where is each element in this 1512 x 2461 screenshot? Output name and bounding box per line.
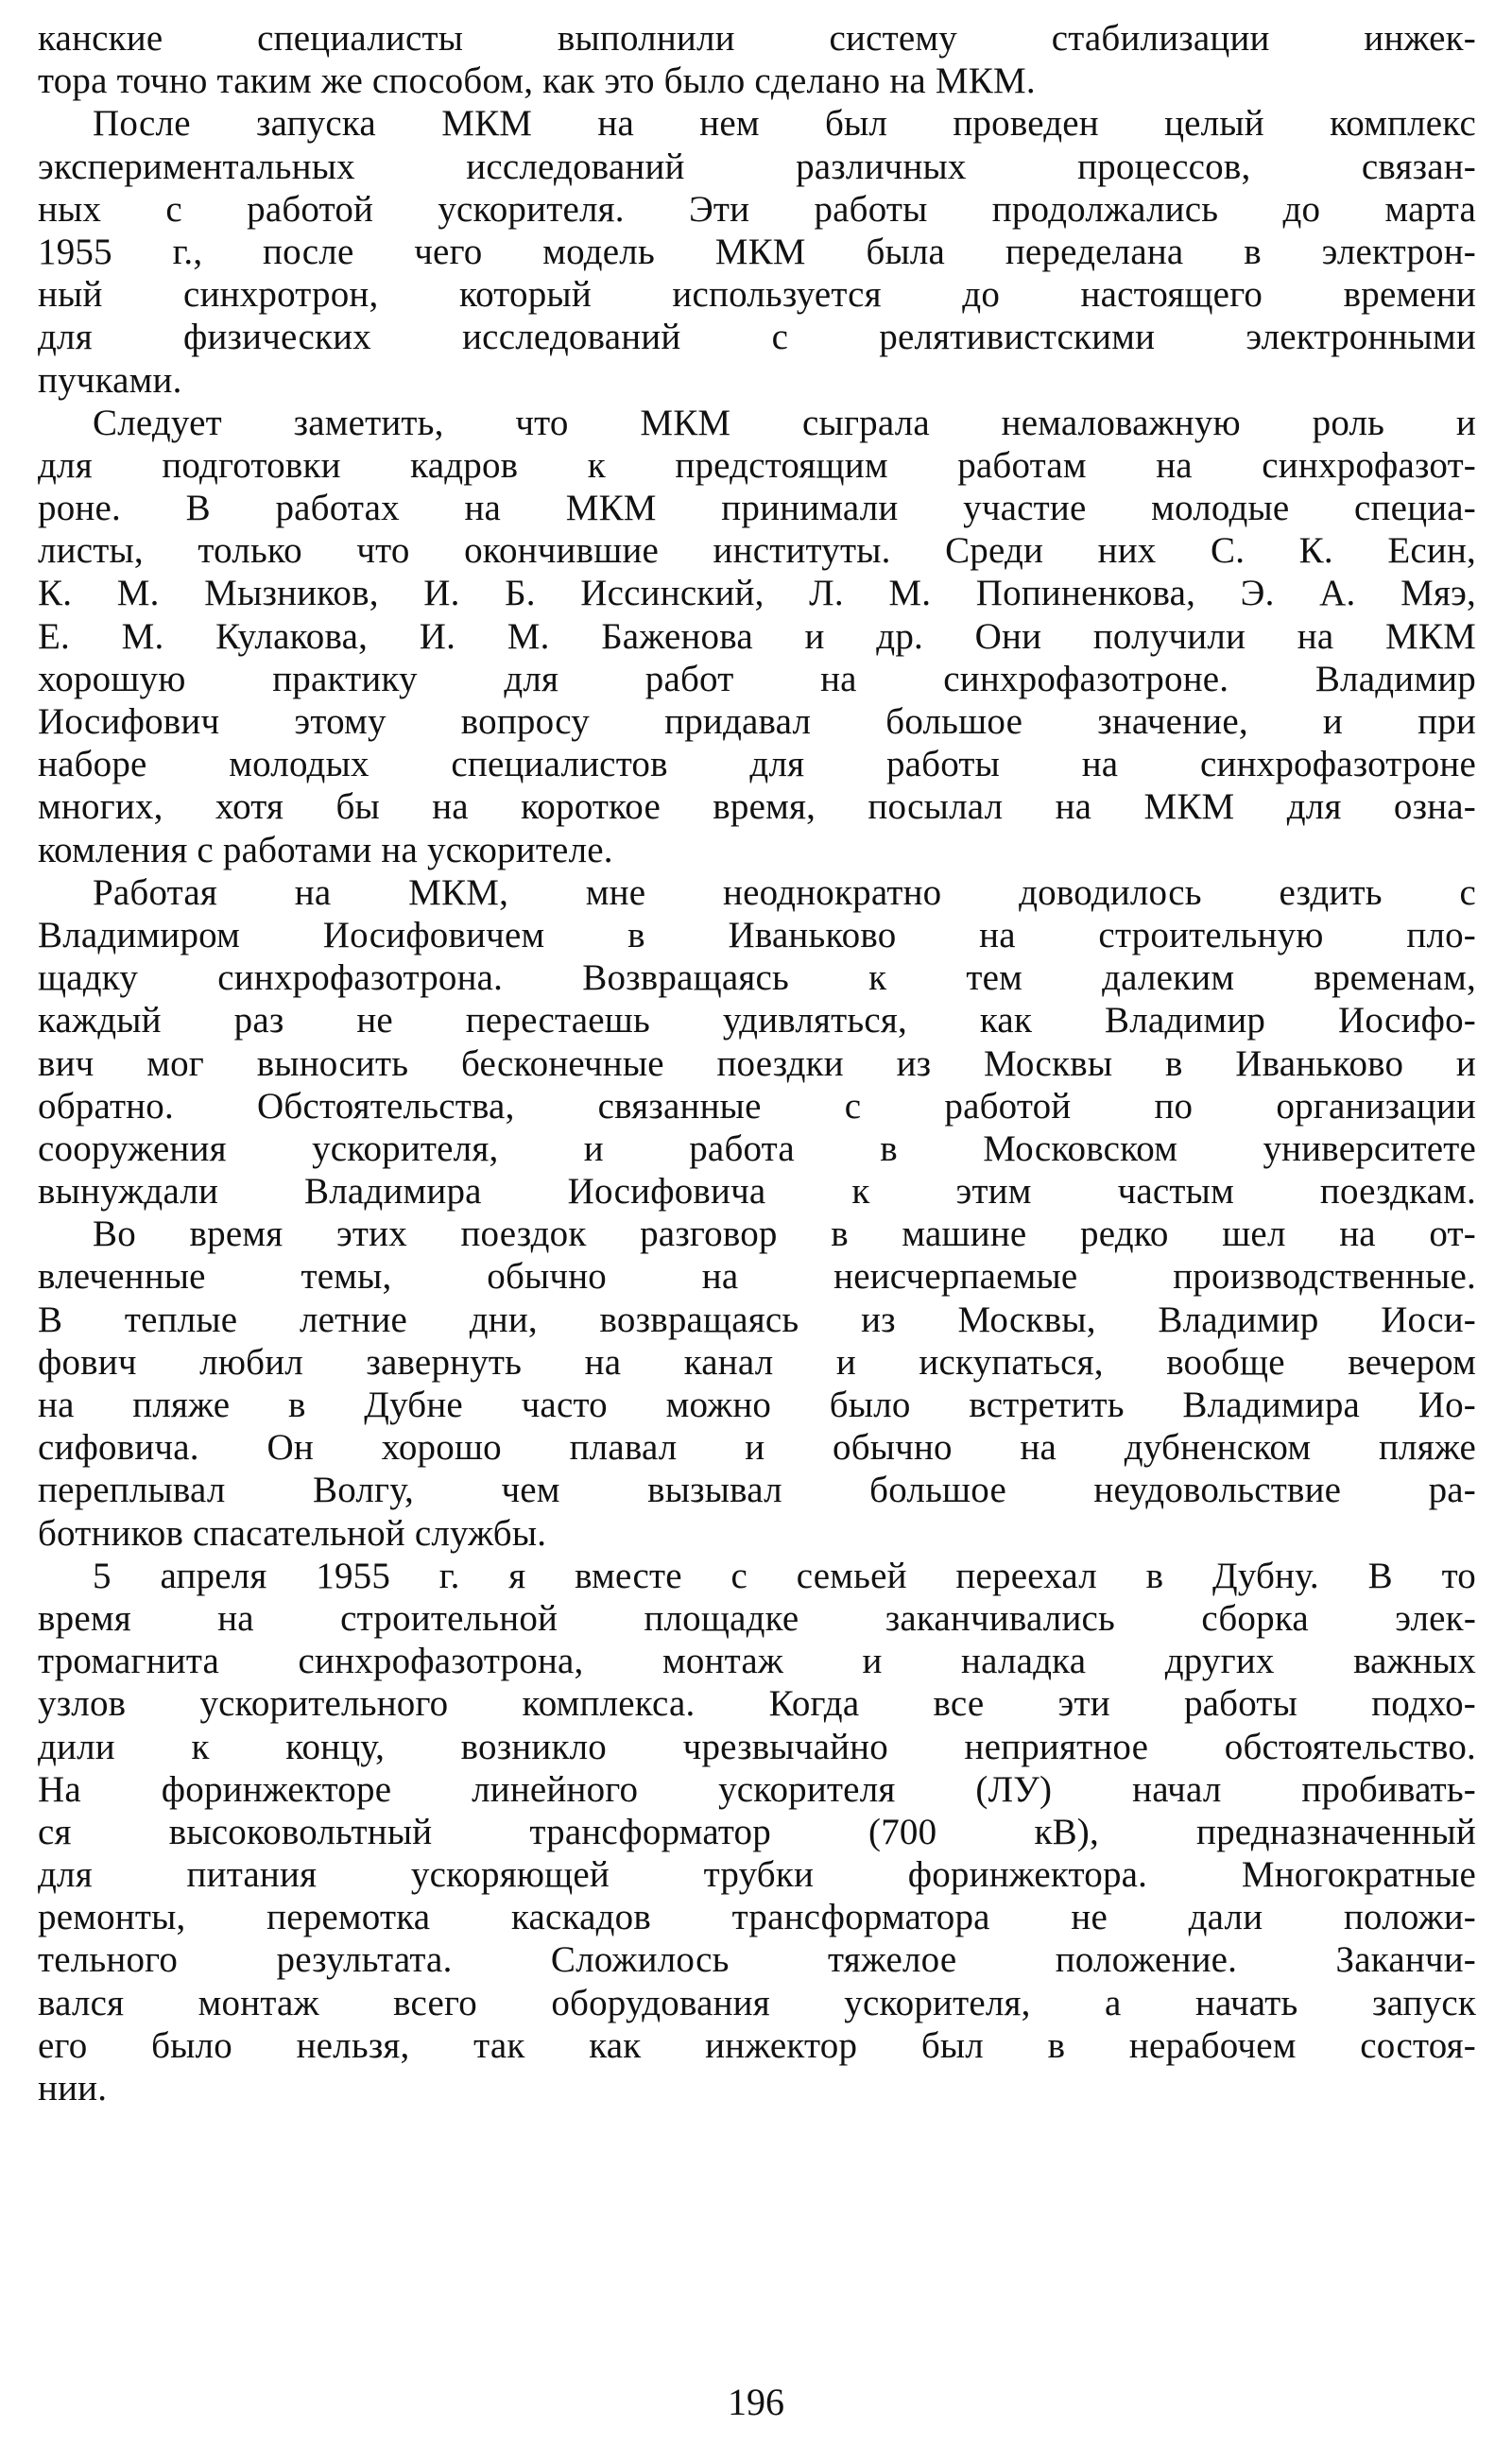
- text-line: хорошую практику для работ на синхрофазотроне. Владимир: [38, 658, 1476, 699]
- text-line: 5 апреля 1955 г. я вместе с семьей переехал в Дубну. В то: [93, 1555, 1476, 1596]
- text-line: Владимиром Иосифовичем в Иваньково на строительную пло-: [38, 914, 1476, 955]
- text-line: каждый раз не перестаешь удивляться, как Владимир Иосифо-: [38, 1000, 1476, 1041]
- page-number: 196: [728, 2381, 784, 2423]
- text-line: экспериментальных исследований различных процессов, связан-: [38, 146, 1476, 187]
- text-line: Следует заметить, что МКМ сыграла немаловажную роль и: [93, 402, 1476, 443]
- text-line: дили к концу, возникло чрезвычайно неприятное обстоятельство.: [38, 1726, 1476, 1767]
- text-line: Во время этих поездок разговор в машине редко шел на от-: [93, 1213, 1476, 1255]
- text-line: тора точно таким же способом, как это было сделано на МКМ.: [38, 60, 1036, 102]
- text-line: вич мог выносить бесконечные поездки из Москвы в Иваньково и: [38, 1042, 1476, 1084]
- text-line: ных с работой ускорителя. Эти работы продолжались до марта: [38, 188, 1476, 230]
- text-line: На форинжекторе линейного ускорителя (ЛУ) начал пробивать-: [38, 1768, 1476, 1810]
- text-line: После запуска МКМ на нем был проведен целый комплекс: [93, 103, 1476, 145]
- text-line: щадку синхрофазотрона. Возвращаясь к тем далеким временам,: [38, 957, 1476, 999]
- text-line: ся высоковольтный трансформатор (700 кВ), предназначенный: [38, 1811, 1476, 1852]
- text-line: вынуждали Владимира Иосифовича к этим частым поездкам.: [38, 1171, 1476, 1213]
- text-line: пучками.: [38, 359, 182, 401]
- text-line: Иосифович этому вопросу придавал большое значение, и при: [38, 701, 1476, 742]
- text-line: для питания ускоряющей трубки форинжектора. Многократные: [38, 1854, 1476, 1896]
- text-line: влеченные темы, обычно на неисчерпаемые производственные.: [38, 1256, 1476, 1298]
- text-line: листы, только что окончившие институты. Среди них С. К. Есин,: [38, 530, 1476, 572]
- text-line: вался монтаж всего оборудования ускорителя, а начать запуск: [38, 1982, 1476, 2023]
- text-line: на пляже в Дубне часто можно было встретить Владимира Ио-: [38, 1385, 1476, 1425]
- text-line: для физических исследований с релятивистскими электронными: [38, 317, 1476, 358]
- text-line: время на строительной площадке заканчивались сборка элек-: [38, 1597, 1476, 1639]
- text-line: В теплые летние дни, возвращаясь из Москвы, Владимир Иоси-: [38, 1299, 1476, 1340]
- text-line: тельного результата. Сложилось тяжелое положение. Заканчи-: [38, 1939, 1476, 1981]
- text-line: обратно. Обстоятельства, связанные с работой по организации: [38, 1085, 1476, 1127]
- text-line: сооружения ускорителя, и работа в Московском университете: [38, 1127, 1476, 1169]
- text-line: фович любил завернуть на канал и искупаться, вообще вечером: [38, 1341, 1476, 1383]
- text-line: комления с работами на ускорителе.: [38, 829, 613, 870]
- text-line: Е. М. Кулакова, И. М. Баженова и др. Они получили на МКМ: [38, 615, 1476, 657]
- text-line: наборе молодых специалистов для работы на синхрофазотроне: [38, 744, 1476, 785]
- text-line: канские специалисты выполнили систему стабилизации инжек-: [38, 18, 1476, 59]
- text-line: 1955 г., после чего модель МКМ была переделана в электрон-: [38, 231, 1476, 272]
- text-line: сифовича. Он хорошо плавал и обычно на дубненском пляже: [38, 1427, 1476, 1469]
- text-line: узлов ускорительного комплекса. Когда все эти работы подхо-: [38, 1683, 1476, 1725]
- text-line: ремонты, перемотка каскадов трансформатора не дали положи-: [38, 1897, 1476, 1938]
- body-text: [38, 17, 1476, 2109]
- text-line: Работая на МКМ, мне неоднократно доводилось ездить с: [93, 871, 1476, 913]
- text-line: роне. В работах на МКМ принимали участие молодые специа-: [38, 488, 1476, 529]
- text-line: К. М. Мызников, И. Б. Иссинский, Л. М. Попиненкова, Э. А. Мяэ,: [38, 573, 1476, 614]
- text-line: его было нельзя, так как инжектор был в нерабочем состоя-: [38, 2024, 1476, 2066]
- text-line: для подготовки кадров к предстоящим работам на синхрофазот-: [38, 444, 1476, 486]
- text-line: нии.: [38, 2068, 108, 2108]
- text-line: тромагнита синхрофазотрона, монтаж и наладка других важных: [38, 1641, 1476, 1682]
- text-line: переплывал Волгу, чем вызывал большое неудовольствие ра-: [38, 1470, 1476, 1511]
- text-line: многих, хотя бы на короткое время, посылал на МКМ для озна-: [38, 786, 1476, 828]
- text-line: ный синхротрон, который используется до настоящего времени: [38, 274, 1476, 316]
- text-line: ботников спасательной службы.: [38, 1512, 547, 1554]
